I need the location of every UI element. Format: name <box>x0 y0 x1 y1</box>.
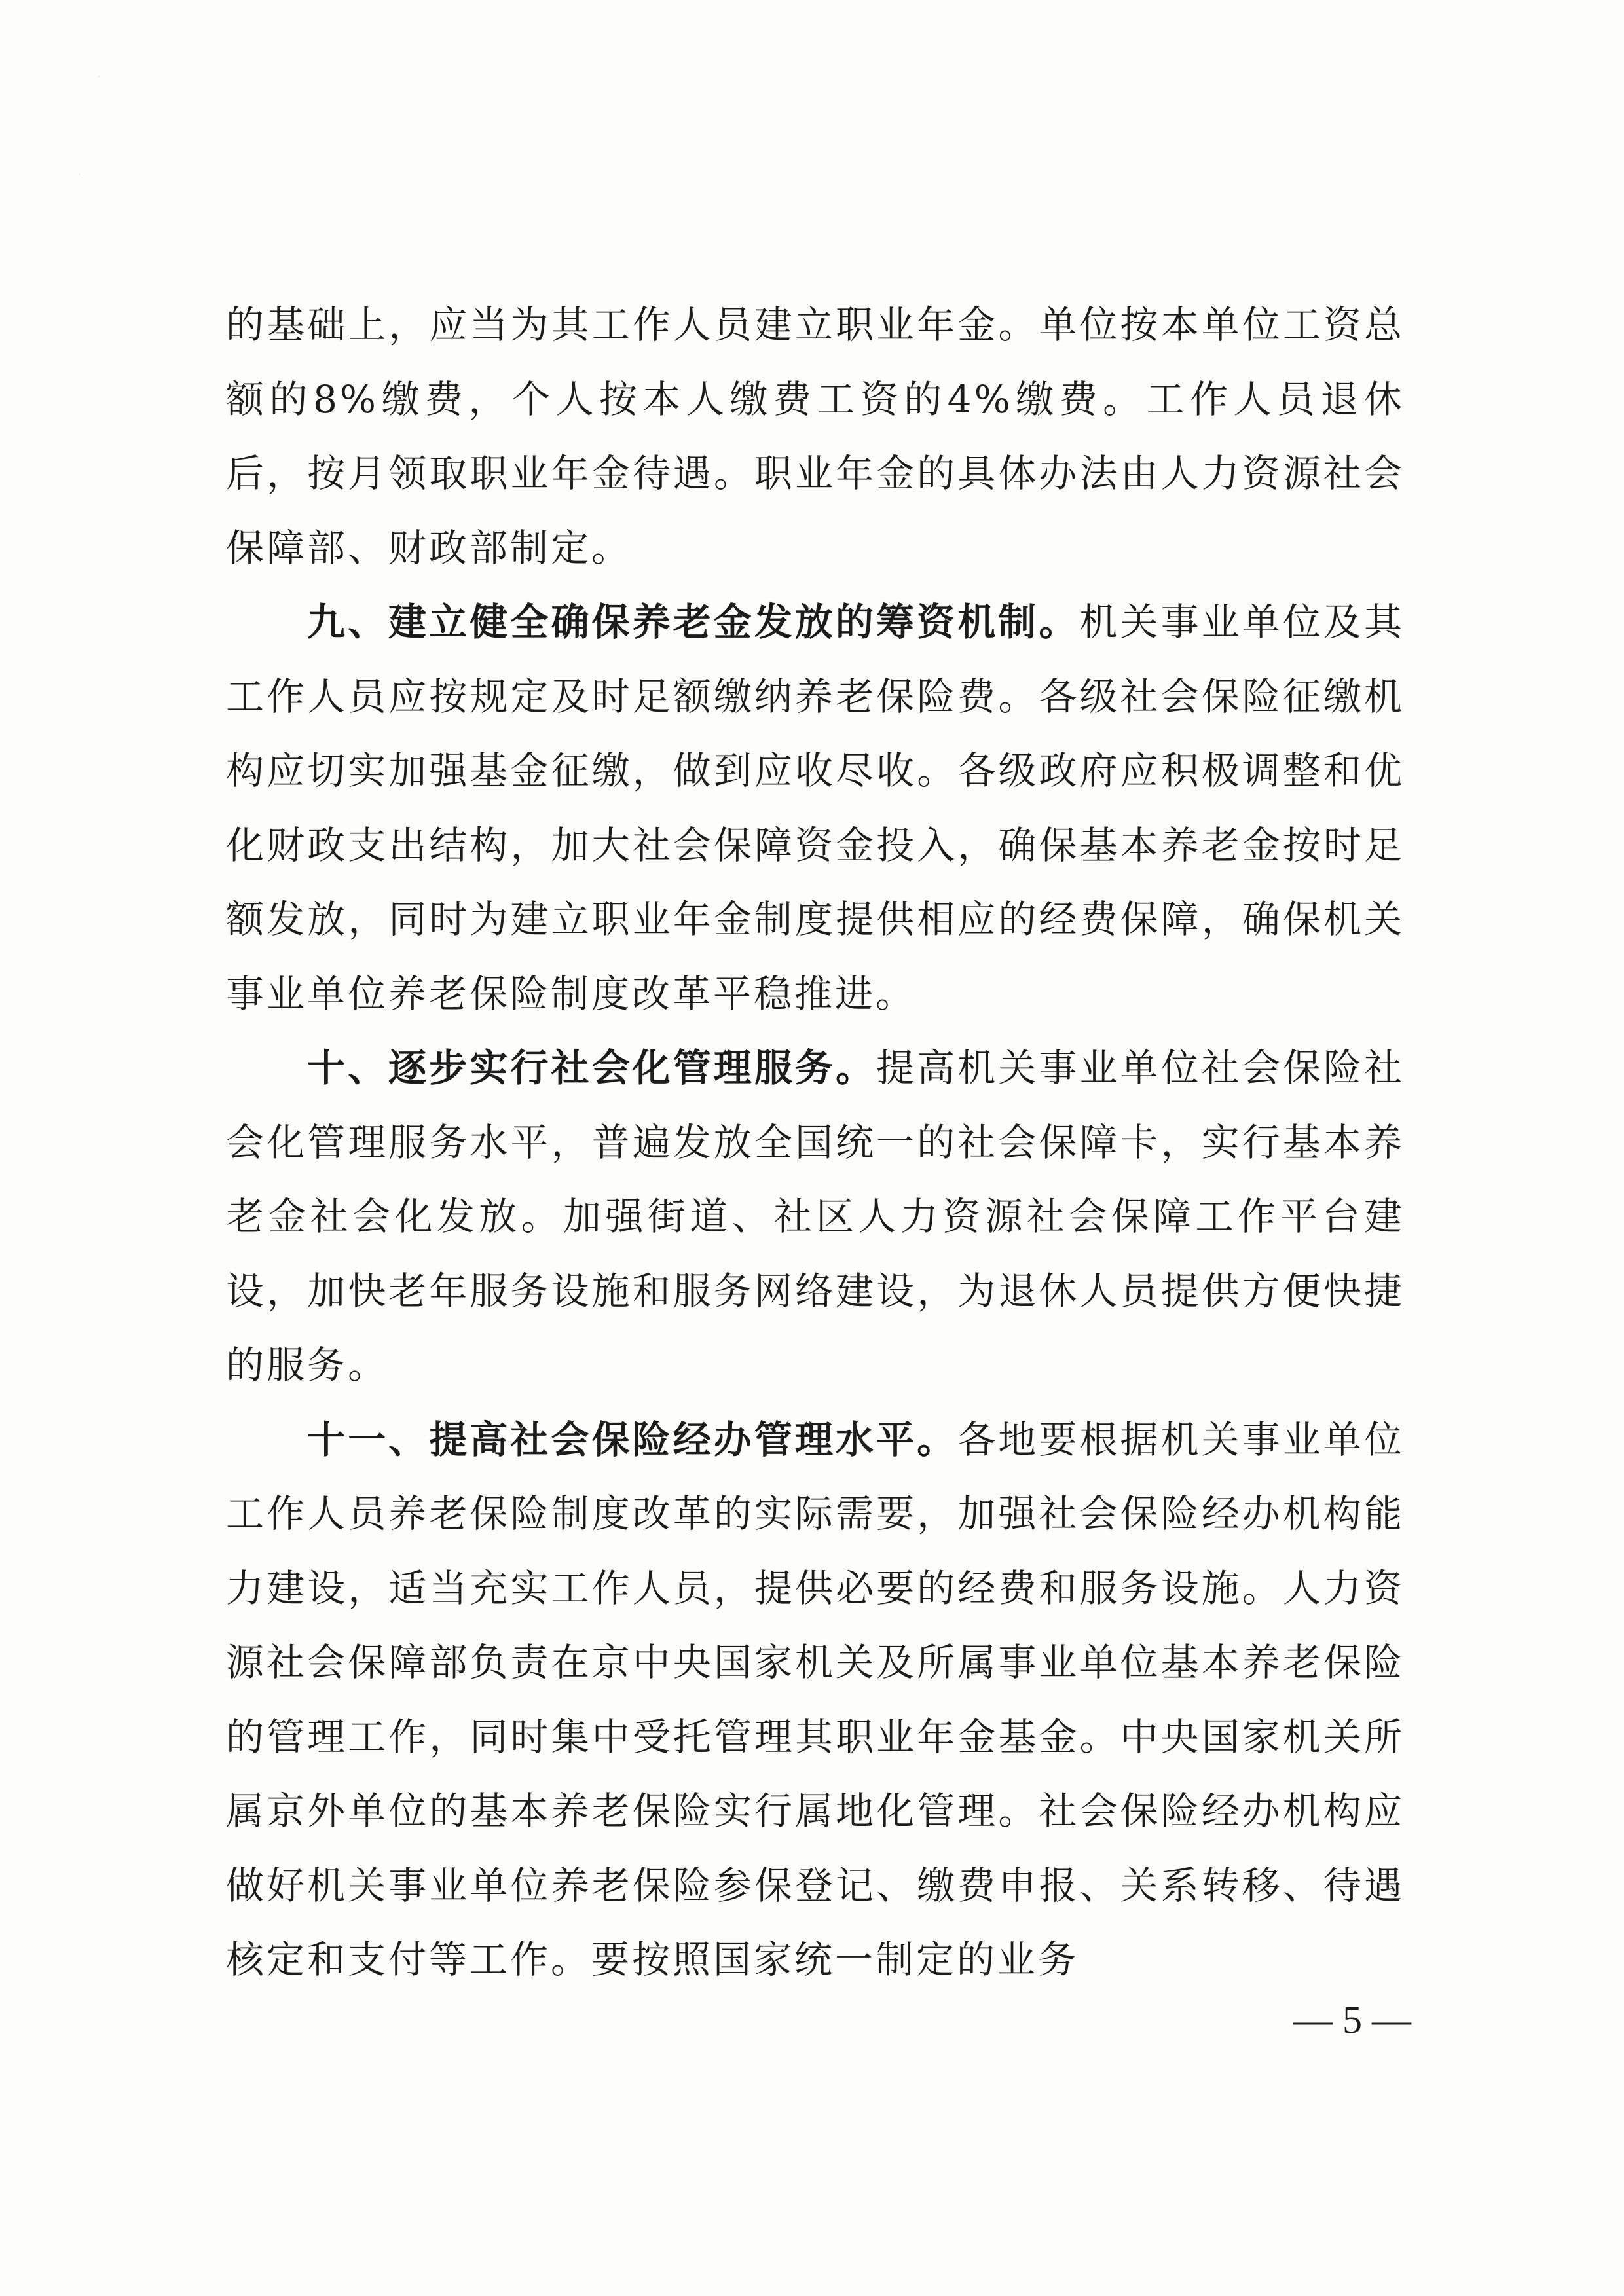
section-heading-nine: 九、建立健全确保养老金发放的筹资机制。 <box>307 600 1080 644</box>
paragraph-eleven <box>226 1403 1405 1997</box>
paragraph-text: 提高机关事业单位社会保险社会化管理服务水平，普遍发放全国统一的社会保障卡，实行基本养老金社会化发放。加强街道、社区人力资源社会保障工作平台建设，加快老年服务设施和服务网络建设，为退休人员提供方便快捷的服务。 <box>226 1046 1405 1387</box>
section-heading-eleven: 十一、提高社会保险经办管理水平。 <box>307 1417 958 1462</box>
paragraph-text: 机关事业单位及其工作人员应按规定及时足额缴纳养老保险费。各级社会保险征缴机构应切实加强基金征缴，做到应收尽收。各级政府应积极调整和优化财政支出结构，加大社会保障资金投入，确保基本养老金按时足额发放，同时为建立职业年金制度提供相应的经费保障，确保机关事业单位养老保险制度改革平稳推进。 <box>226 600 1405 1016</box>
paragraph-nine <box>226 585 1405 1031</box>
paragraph-continued <box>226 288 1405 585</box>
paragraph-text: 的基础上，应当为其工作人员建立职业年金。单位按本单位工资总额的8%缴费，个人按本人缴费工资的4%缴费。工作人员退休后，按月领取职业年金待遇。职业年金的具体办法由人力资源社会保障部、财政部制定。 <box>226 302 1405 570</box>
paragraph-text: 各地要根据机关事业单位工作人员养老保险制度改革的实际需要，加强社会保险经办机构能力建设，适当充实工作人员，提供必要的经费和服务设施。人力资源社会保障部负责在京中央国家机关及所属事业单位基本养老保险的管理工作，同时集中受托管理其职业年金基金。中央国家机关所属京外单位的基本养老保险实行属地化管理。社会保险经办机构应做好机关事业单位养老保险参保登记、缴费申报、关系转移、待遇核定和支付等工作。要按照国家统一制定的业务 <box>226 1417 1405 1982</box>
document-body <box>226 288 1405 1997</box>
page-number: — 5 — <box>1293 1998 1411 2041</box>
paragraph-ten <box>226 1031 1405 1403</box>
scan-speck: · <box>77 169 81 180</box>
scan-speck: · <box>97 71 101 82</box>
section-heading-ten: 十、逐步实行社会化管理服务。 <box>307 1046 877 1090</box>
